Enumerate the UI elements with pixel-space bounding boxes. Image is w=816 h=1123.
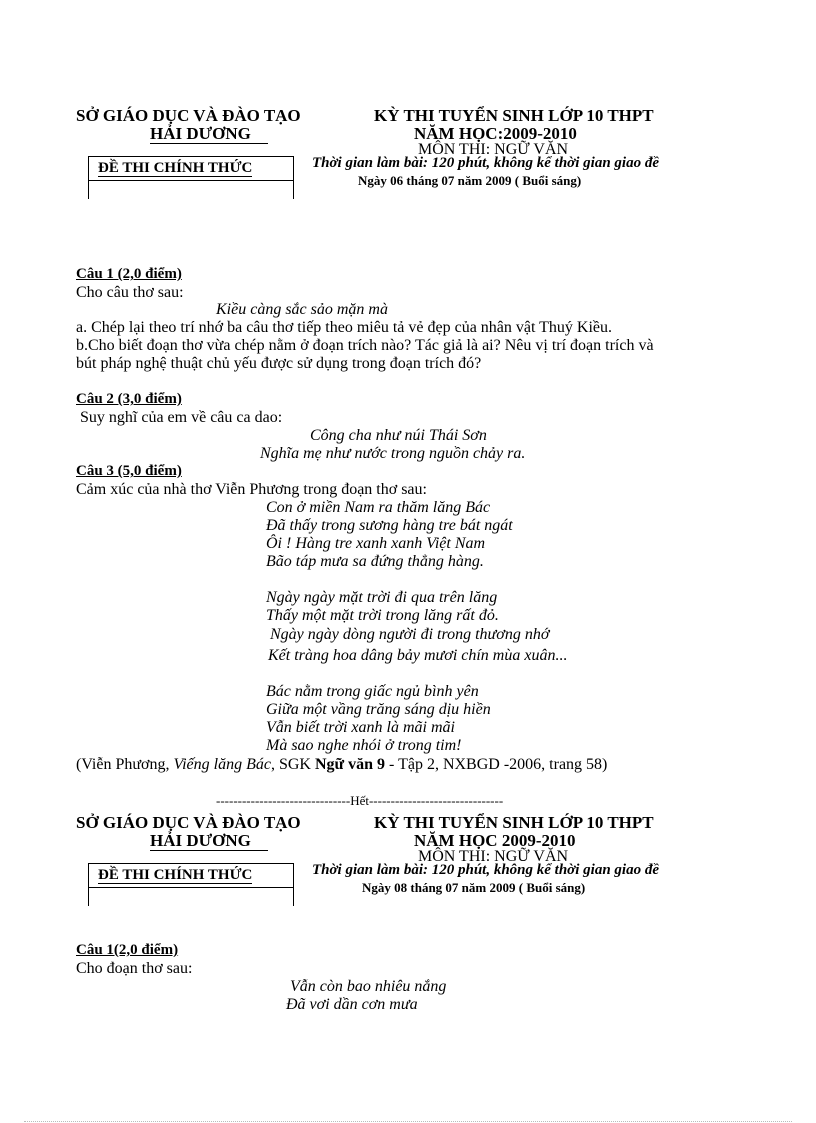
poem-line: Bão táp mưa sa đứng thẳng hàng. [266, 553, 484, 570]
exam-date: Ngày 06 tháng 07 năm 2009 ( Buổi sáng) [358, 173, 582, 188]
q1-verse-2: Đã vơi dần cơn mưa [286, 996, 418, 1013]
poem-line: Kết tràng hoa dâng bảy mươi chín mùa xuân... [268, 647, 568, 664]
poem-line: Ôi ! Hàng tre xanh xanh Việt Nam [266, 535, 486, 552]
poem-line: Mà sao nghe nhói ở trong tim! [266, 737, 462, 754]
q2-heading: Câu 2 (3,0 điểm) [76, 391, 182, 407]
q3-intro: Cảm xúc của nhà thơ Viễn Phương trong đoạn thơ sau: [76, 481, 427, 498]
poem-line: Đã thấy trong sương hàng tre bát ngát [266, 517, 513, 534]
official-exam-label: ĐỀ THI CHÍNH THỨC [98, 160, 253, 176]
end-separator: -------------------------------Hết------------------------------- [216, 793, 504, 808]
duration: Thời gian làm bài: 120 phút, không kể thời gian giao đề [312, 862, 659, 878]
poem-source [76, 757, 607, 773]
q1-part-b-line2: bút pháp nghệ thuật chủ yếu được sử dụng trong đoạn trích đó? [76, 355, 482, 372]
exam-date: Ngày 08 tháng 07 năm 2009 ( Buổi sáng) [362, 880, 586, 895]
page-bottom-rule [24, 1121, 792, 1122]
poem-line: Thấy một mặt trời trong lăng rất đỏ. [266, 607, 499, 624]
q1-intro: Cho đoạn thơ sau: [76, 960, 193, 977]
province-name: HẢI DƯƠNG [150, 832, 268, 851]
poem-line: Ngày ngày mặt trời đi qua trên lăng [266, 589, 498, 606]
subject: MÔN THI: NGỮ VĂN [418, 141, 569, 158]
q1-part-a: a. Chép lại theo trí nhớ ba câu thơ tiếp theo miêu tả vẻ đẹp của nhân vật Thuý Kiều. [76, 319, 613, 336]
province-name: HẢI DƯƠNG [150, 125, 268, 144]
poem-line: Vẫn biết trời xanh là mãi mãi [266, 719, 455, 736]
dept-name: SỞ GIÁO DỤC VÀ ĐÀO TẠO [76, 106, 301, 125]
q2-verse-2: Nghĩa mẹ như nước trong nguồn chảy ra. [260, 445, 526, 462]
q1-verse-1: Vẫn còn bao nhiêu nắng [290, 978, 447, 995]
q1-verse: Kiều càng sắc sảo mặn mà [216, 301, 388, 318]
duration: Thời gian làm bài: 120 phút, không kể thời gian giao đề [312, 155, 659, 171]
q2-verse-1: Công cha như núi Thái Sơn [310, 427, 487, 444]
box-divider [88, 180, 293, 181]
poem-line: Con ở miền Nam ra thăm lăng Bác [266, 499, 491, 516]
q1-intro: Cho câu thơ sau: [76, 284, 184, 301]
source-book: Ngữ văn 9 [314, 756, 386, 773]
school-year: NĂM HỌC 2009-2010 [414, 831, 576, 850]
q1-heading: Câu 1 (2,0 điểm) [76, 266, 182, 282]
source-author: (Viễn Phương, [76, 756, 174, 773]
school-year: NĂM HỌC:2009-2010 [414, 124, 577, 143]
poem-line: Giữa một vầng trăng sáng dịu hiền [266, 701, 491, 718]
poem-line: Bác nằm trong giấc ngủ bình yên [266, 683, 479, 700]
source-mid: , SGK [270, 756, 315, 773]
box-divider [88, 887, 293, 888]
poem-line: Ngày ngày dòng người đi trong thương nhớ [270, 626, 550, 643]
subject: MÔN THI: NGỮ VĂN [418, 848, 569, 865]
q2-intro: Suy nghĩ của em về câu ca dao: [80, 409, 283, 426]
exam-title: KỲ THI TUYỂN SINH LỚP 10 THPT [374, 106, 654, 125]
source-title: Viếng lăng Bác [173, 756, 271, 773]
dept-name: SỞ GIÁO DỤC VÀ ĐÀO TẠO [76, 813, 301, 832]
q1-heading: Câu 1(2,0 điểm) [76, 942, 179, 958]
q1-part-b-line1: b.Cho biết đoạn thơ vừa chép nằm ở đoạn trích nào? Tác giả là ai? Nêu vị trí đoạn trích và [76, 337, 654, 354]
official-exam-label: ĐỀ THI CHÍNH THỨC [98, 867, 253, 883]
q3-heading: Câu 3 (5,0 điểm) [76, 463, 182, 479]
exam-title: KỲ THI TUYỂN SINH LỚP 10 THPT [374, 813, 654, 832]
source-end: - Tập 2, NXBGD -2006, trang 58) [385, 756, 608, 773]
